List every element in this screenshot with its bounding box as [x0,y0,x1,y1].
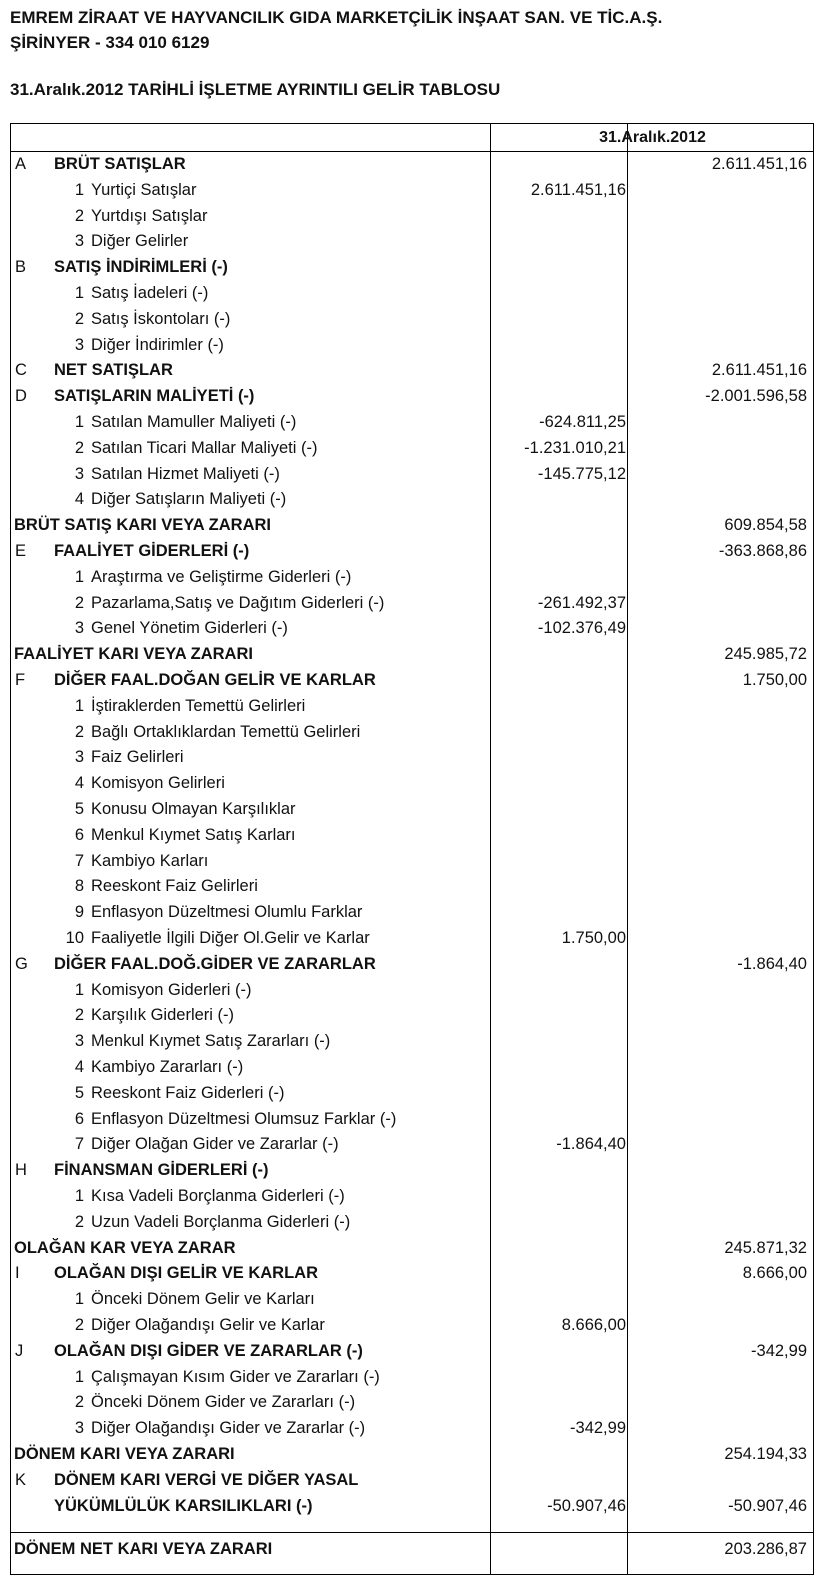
total-amount: -363.868,86 [718,542,807,560]
line-item-row [11,1003,813,1028]
section-code: F [15,671,26,689]
section-label: BRÜT SATIŞLAR [54,155,186,173]
line-item-row [11,1107,813,1132]
item-label: Enflasyon Düzeltmesi Olumlu Farklar [91,903,363,922]
item-label: Menkul Kıymet Satış Karları [91,825,296,844]
item-number: 8 [74,877,84,896]
item-amount: -1.864,40 [556,1135,626,1154]
item-label: Diğer Satışların Maliyeti (-) [91,490,287,509]
section-row [11,384,813,409]
total-amount: 245.871,32 [724,1238,807,1257]
total-amount: -2.001.596,58 [705,387,807,406]
section-code: H [15,1161,27,1180]
section-code: C [15,361,27,380]
item-amount: -261.492,37 [537,593,626,612]
line-item-row [11,874,813,899]
item-label: Satılan Hizmet Maliyeti (-) [91,464,280,483]
item-label: Komisyon Gelirleri [91,774,225,793]
line-item-row [11,204,813,229]
item-label: Araştırma ve Geliştirme Giderleri (-) [91,567,352,586]
total-amount: -1.864,40 [737,954,807,973]
item-number: 10 [65,929,84,947]
item-number: 1 [74,180,84,199]
section-row [11,255,813,280]
total-amount: -50.907,46 [728,1496,807,1515]
line-item-row [11,1184,813,1209]
item-amount: -342,99 [570,1419,626,1438]
item-number: 1 [74,284,84,302]
line-item-row [11,410,813,435]
line-item-row [11,1132,813,1157]
line-item-row [11,616,813,641]
item-amount: 2.611.451,16 [530,180,626,199]
item-amount: -50.907,46 [547,1496,626,1515]
section-code: E [15,542,27,560]
section-row [11,358,813,383]
total-amount: 245.985,72 [724,645,807,664]
item-number: 4 [74,490,84,509]
item-label: Diğer Olağandışı Gider ve Zararlar (-) [91,1419,366,1438]
item-label: Satış İskontoları (-) [91,309,231,328]
item-label: Bağlı Ortaklıklardan Temettü Gelirleri [91,722,361,741]
section-code: B [15,258,27,277]
subtotal-row [11,513,813,538]
item-number: 7 [74,851,84,870]
line-item-row [11,849,813,874]
line-item-row [11,823,813,848]
item-number: 7 [74,1135,84,1154]
item-number: 2 [74,438,84,457]
item-number: 4 [74,1058,84,1076]
line-item-row [11,229,813,254]
item-number: 2 [74,309,84,328]
item-number: 5 [74,800,84,818]
item-label: Diğer Olağandışı Gelir ve Karlar [91,1316,325,1334]
section-row [11,1494,813,1519]
item-number: 3 [74,1032,84,1051]
item-number: 3 [74,335,84,354]
line-item-row [11,978,813,1003]
item-amount: 8.666,00 [561,1316,626,1334]
item-amount: -1.231.010,21 [524,438,626,457]
net-profit-row [11,1537,813,1562]
section-label: DİĞER FAAL.DOĞAN GELİR VE KARLAR [54,671,376,689]
section-row [11,1468,813,1493]
item-amount: 1.750,00 [561,929,626,947]
item-number: 3 [74,1419,84,1438]
item-number: 2 [74,1212,84,1231]
line-item-row [11,694,813,719]
line-item-row [11,1313,813,1338]
subtotal-row [11,1236,813,1261]
item-label: Genel Yönetim Giderleri (-) [91,619,288,638]
item-label: Faaliyetle İlgili Diğer Ol.Gelir ve Karlar [91,929,370,947]
item-label: Yurtdışı Satışlar [91,206,208,225]
item-number: 3 [74,619,84,638]
item-number: 1 [74,567,84,586]
company-location-phone: ŞİRİNYER - 334 010 6129 [10,33,210,52]
item-number: 2 [74,1006,84,1025]
line-item-row [11,1081,813,1106]
section-label: FİNANSMAN GİDERLERİ (-) [54,1161,269,1180]
item-number: 1 [74,1290,84,1309]
section-row [11,668,813,693]
final-row-divider [11,1532,813,1533]
item-label: Konusu Olmayan Karşılıklar [91,800,296,818]
section-code: I [15,1264,20,1283]
item-label: Yurtiçi Satışlar [91,180,197,199]
subtotal-label: OLAĞAN KAR VEYA ZARAR [14,1238,236,1257]
line-item-row [11,745,813,770]
line-item-row [11,333,813,358]
item-label: Reeskont Faiz Giderleri (-) [91,1083,285,1102]
item-label: Diğer İndirimler (-) [91,335,224,354]
item-label: Çalışmayan Kısım Gider ve Zararları (-) [91,1367,380,1386]
item-label: Kısa Vadeli Borçlanma Giderleri (-) [91,1187,345,1205]
net-profit-label: DÖNEM NET KARI VEYA ZARARI [14,1540,273,1558]
item-number: 1 [74,1367,84,1386]
line-item-row [11,565,813,590]
item-amount: -102.376,49 [537,619,626,638]
section-label: SATIŞLARIN MALİYETİ (-) [54,387,255,406]
column-header-date: 31.Aralık.2012 [599,129,706,146]
item-amount: -145.775,12 [537,464,626,483]
total-amount: 2.611.451,16 [711,361,807,380]
item-number: 1 [74,1187,84,1205]
line-item-row [11,462,813,487]
line-item-row [11,720,813,745]
section-code: D [15,387,27,406]
subtotal-label: FAALİYET KARI VEYA ZARARI [14,645,253,664]
item-number: 2 [74,1393,84,1412]
item-number: 1 [74,980,84,999]
line-item-row [11,1055,813,1080]
line-item-row [11,436,813,461]
section-label: FAALİYET GİDERLERİ (-) [54,542,250,560]
section-label: SATIŞ İNDİRİMLERİ (-) [54,258,228,277]
section-label: DİĞER FAAL.DOĞ.GİDER VE ZARARLAR [54,954,376,973]
item-label: Pazarlama,Satış ve Dağıtım Giderleri (-) [91,593,385,612]
item-label: Enflasyon Düzeltmesi Olumsuz Farklar (-) [91,1109,397,1128]
line-item-row [11,926,813,951]
section-label: DÖNEM KARI VERGİ VE DİĞER YASAL [54,1470,359,1489]
line-item-row [11,281,813,306]
item-label: İştiraklerden Temettü Gelirleri [91,696,306,715]
item-number: 2 [74,206,84,225]
section-code: A [15,155,27,173]
report-title: 31.Aralık.2012 TARİHLİ İŞLETME AYRINTILI GELİR TABLOSU [10,80,501,99]
section-label: OLAĞAN DIŞI GELİR VE KARLAR [54,1264,319,1283]
item-label: Satılan Mamuller Maliyeti (-) [91,413,297,431]
section-row [11,952,813,977]
item-label: Diğer Olağan Gider ve Zararlar (-) [91,1135,339,1154]
section-label: YÜKÜMLÜLÜK KARSILIKLARI (-) [54,1496,313,1515]
line-item-row [11,178,813,203]
section-row [11,152,813,177]
item-label: Satış İadeleri (-) [91,284,209,302]
line-item-row [11,591,813,616]
item-number: 1 [74,696,84,715]
item-number: 2 [74,1316,84,1334]
item-label: Satılan Ticari Mallar Maliyeti (-) [91,438,318,457]
net-profit-value: 203.286,87 [724,1540,807,1558]
item-number: 4 [74,774,84,793]
item-number: 3 [74,464,84,483]
section-row [11,1261,813,1286]
section-row [11,539,813,564]
line-item-row [11,900,813,925]
subtotal-label: DÖNEM KARI VEYA ZARARI [14,1445,235,1463]
subtotal-label: BRÜT SATIŞ KARI VEYA ZARARI [14,516,271,535]
item-number: 1 [74,413,84,431]
item-label: Reeskont Faiz Gelirleri [91,877,258,896]
item-label: Kambiyo Zararları (-) [91,1058,244,1076]
line-item-row [11,487,813,512]
total-amount: 254.194,33 [724,1445,807,1463]
item-amount: -624.811,25 [539,413,626,431]
item-label: Önceki Dönem Gider ve Zararları (-) [91,1393,356,1412]
item-number: 2 [74,722,84,741]
section-label: OLAĞAN DIŞI GİDER VE ZARARLAR (-) [54,1341,363,1360]
total-amount: 609.854,58 [724,516,807,535]
item-label: Kambiyo Karları [91,851,209,870]
section-code: K [15,1470,27,1489]
item-label: Menkul Kıymet Satış Zararları (-) [91,1032,331,1051]
total-amount: 2.611.451,16 [711,155,807,173]
line-item-row [11,307,813,332]
line-item-row [11,1210,813,1235]
line-item-row [11,771,813,796]
item-number: 6 [74,825,84,844]
section-label: NET SATIŞLAR [54,361,173,380]
company-name: EMREM ZİRAAT VE HAYVANCILIK GIDA MARKETÇİLİK İNŞAAT SAN. VE TİC.A.Ş. [10,8,663,27]
total-amount: -342,99 [751,1341,807,1360]
item-label: Diğer Gelirler [91,232,189,251]
item-number: 3 [74,232,84,251]
item-number: 5 [74,1083,84,1102]
item-label: Önceki Dönem Gelir ve Karları [91,1290,315,1309]
subtotal-row [11,1442,813,1467]
item-number: 3 [74,748,84,767]
subtotal-row [11,642,813,667]
line-item-row [11,1390,813,1415]
item-number: 6 [74,1109,84,1128]
item-number: 2 [74,593,84,612]
section-code: J [15,1341,24,1360]
item-number: 9 [74,903,84,922]
line-item-row [11,1287,813,1312]
income-statement-table [10,123,814,1575]
section-code: G [15,954,28,973]
line-item-row [11,1029,813,1054]
line-item-row [11,797,813,822]
section-row [11,1339,813,1364]
item-label: Faiz Gelirleri [91,748,184,767]
item-label: Komisyon Giderleri (-) [91,980,252,999]
total-amount: 8.666,00 [742,1264,807,1283]
line-item-row [11,1416,813,1441]
section-row [11,1158,813,1183]
total-amount: 1.750,00 [742,671,807,689]
item-label: Karşılık Giderleri (-) [91,1006,235,1025]
item-label: Uzun Vadeli Borçlanma Giderleri (-) [91,1212,351,1231]
line-item-row [11,1365,813,1390]
